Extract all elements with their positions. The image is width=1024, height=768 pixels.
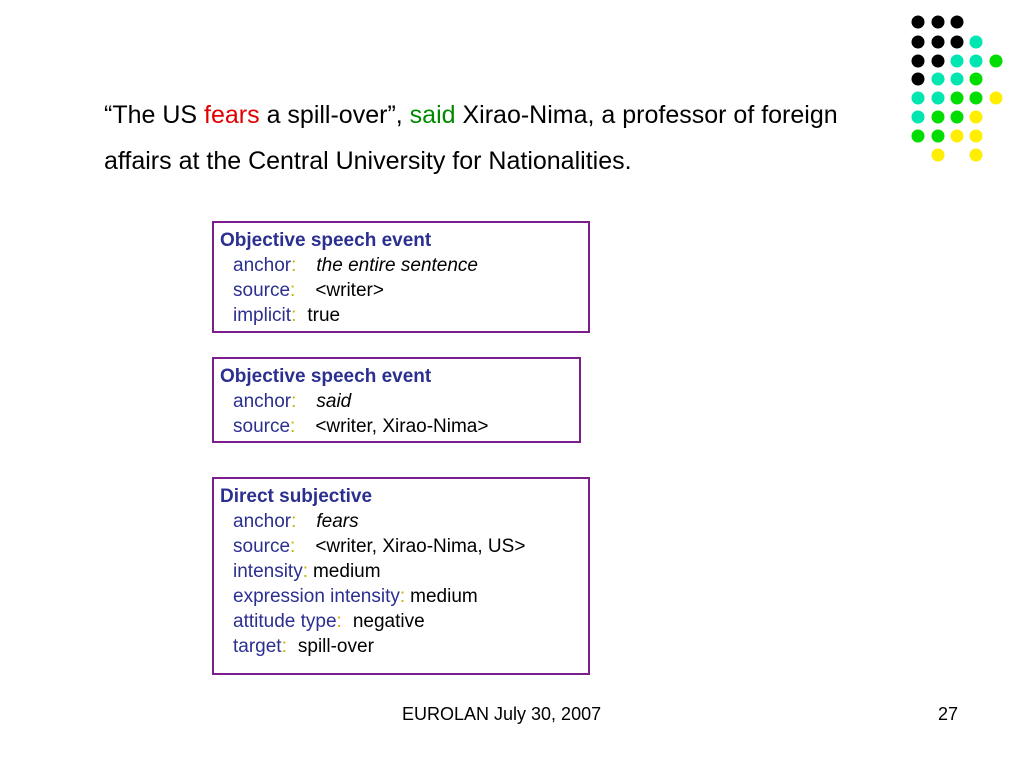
dot	[912, 55, 925, 68]
row-key: anchor	[233, 255, 292, 276]
annotation-box-3	[212, 477, 590, 675]
dot	[912, 92, 925, 105]
dot	[970, 36, 983, 49]
box-row	[233, 389, 579, 414]
dot	[970, 111, 983, 124]
dot	[951, 36, 964, 49]
dot	[932, 92, 945, 105]
row-key: source	[233, 416, 291, 437]
box-title: Objective speech event	[220, 366, 432, 387]
dot	[912, 130, 925, 143]
dot	[951, 111, 964, 124]
row-key: intensity	[233, 561, 303, 582]
row-colon: :	[291, 255, 297, 276]
dot	[932, 149, 945, 162]
box-row	[233, 253, 588, 278]
sentence-part-3: Xirao-Nima, a professor of foreign affairs at the Central University for Nationalities.	[104, 101, 838, 175]
dot	[932, 130, 945, 143]
row-colon: :	[399, 586, 406, 607]
box-row	[233, 414, 579, 439]
sentence-word-said: said	[409, 101, 456, 129]
row-colon: :	[336, 611, 342, 632]
box-title: Direct subjective	[220, 486, 373, 507]
box-row	[233, 609, 588, 634]
page-number: 27	[938, 704, 959, 724]
annotation-box-1	[212, 221, 590, 333]
box-row	[233, 559, 588, 584]
row-value: true	[307, 305, 341, 326]
example-sentence	[104, 92, 864, 184]
dot	[912, 16, 925, 29]
row-colon: :	[302, 561, 308, 582]
dot	[912, 36, 925, 49]
row-key: anchor	[233, 391, 292, 412]
dot-row-3	[912, 55, 1003, 68]
row-value: spill-over	[297, 636, 374, 657]
row-key: expression intensity	[233, 586, 400, 607]
row-colon: :	[291, 511, 297, 532]
dot	[932, 36, 945, 49]
row-value: <writer>	[315, 280, 384, 301]
row-value: said	[316, 391, 352, 412]
row-colon: :	[291, 391, 297, 412]
box-row	[233, 634, 588, 659]
dot	[951, 16, 964, 29]
dot	[970, 130, 983, 143]
dot	[951, 92, 964, 105]
dot-row-1	[912, 16, 964, 29]
dot-row-8	[932, 149, 983, 162]
sentence-part-1: “The US	[104, 101, 205, 129]
row-value: medium	[312, 561, 381, 582]
row-colon: :	[290, 536, 296, 557]
dot	[970, 55, 983, 68]
dot	[932, 111, 945, 124]
dot	[932, 73, 945, 86]
row-key: attitude type	[233, 611, 337, 632]
dot	[990, 55, 1003, 68]
row-value: the entire sentence	[316, 255, 479, 276]
dot-row-2	[912, 36, 983, 49]
row-key: source	[233, 280, 291, 301]
dot-row-6	[912, 111, 983, 124]
row-value: <writer, Xirao-Nima>	[315, 416, 489, 437]
box-row	[233, 534, 588, 559]
dot	[990, 92, 1003, 105]
row-colon: :	[281, 636, 287, 657]
row-value: medium	[410, 586, 478, 607]
dot	[970, 92, 983, 105]
dot	[951, 55, 964, 68]
row-key: anchor	[233, 511, 292, 532]
dot	[912, 73, 925, 86]
row-colon: :	[291, 305, 297, 326]
box-title: Objective speech event	[220, 230, 432, 251]
box-row	[233, 303, 588, 328]
row-key: source	[233, 536, 291, 557]
row-value: <writer, Xirao-Nima, US>	[315, 536, 526, 557]
footer-text: EUROLAN July 30, 2007	[402, 704, 602, 724]
annotation-box-2	[212, 357, 581, 443]
dot-row-7	[912, 130, 983, 143]
row-colon: :	[290, 416, 296, 437]
sentence-word-fears: fears	[204, 101, 260, 129]
box-row	[233, 584, 588, 609]
row-value: negative	[352, 611, 425, 632]
dot	[970, 149, 983, 162]
dot-row-5	[912, 92, 1003, 105]
row-key: target	[233, 636, 282, 657]
dot	[951, 130, 964, 143]
dot	[951, 73, 964, 86]
dot	[932, 55, 945, 68]
sentence-part-2: a spill-over”,	[259, 101, 410, 129]
box-row	[233, 509, 588, 534]
row-key: implicit	[233, 305, 292, 326]
box-row	[233, 278, 588, 303]
dot	[912, 111, 925, 124]
row-colon: :	[290, 280, 296, 301]
row-value: fears	[316, 511, 359, 532]
dot	[970, 73, 983, 86]
dot-row-4	[912, 73, 983, 86]
dot	[932, 16, 945, 29]
